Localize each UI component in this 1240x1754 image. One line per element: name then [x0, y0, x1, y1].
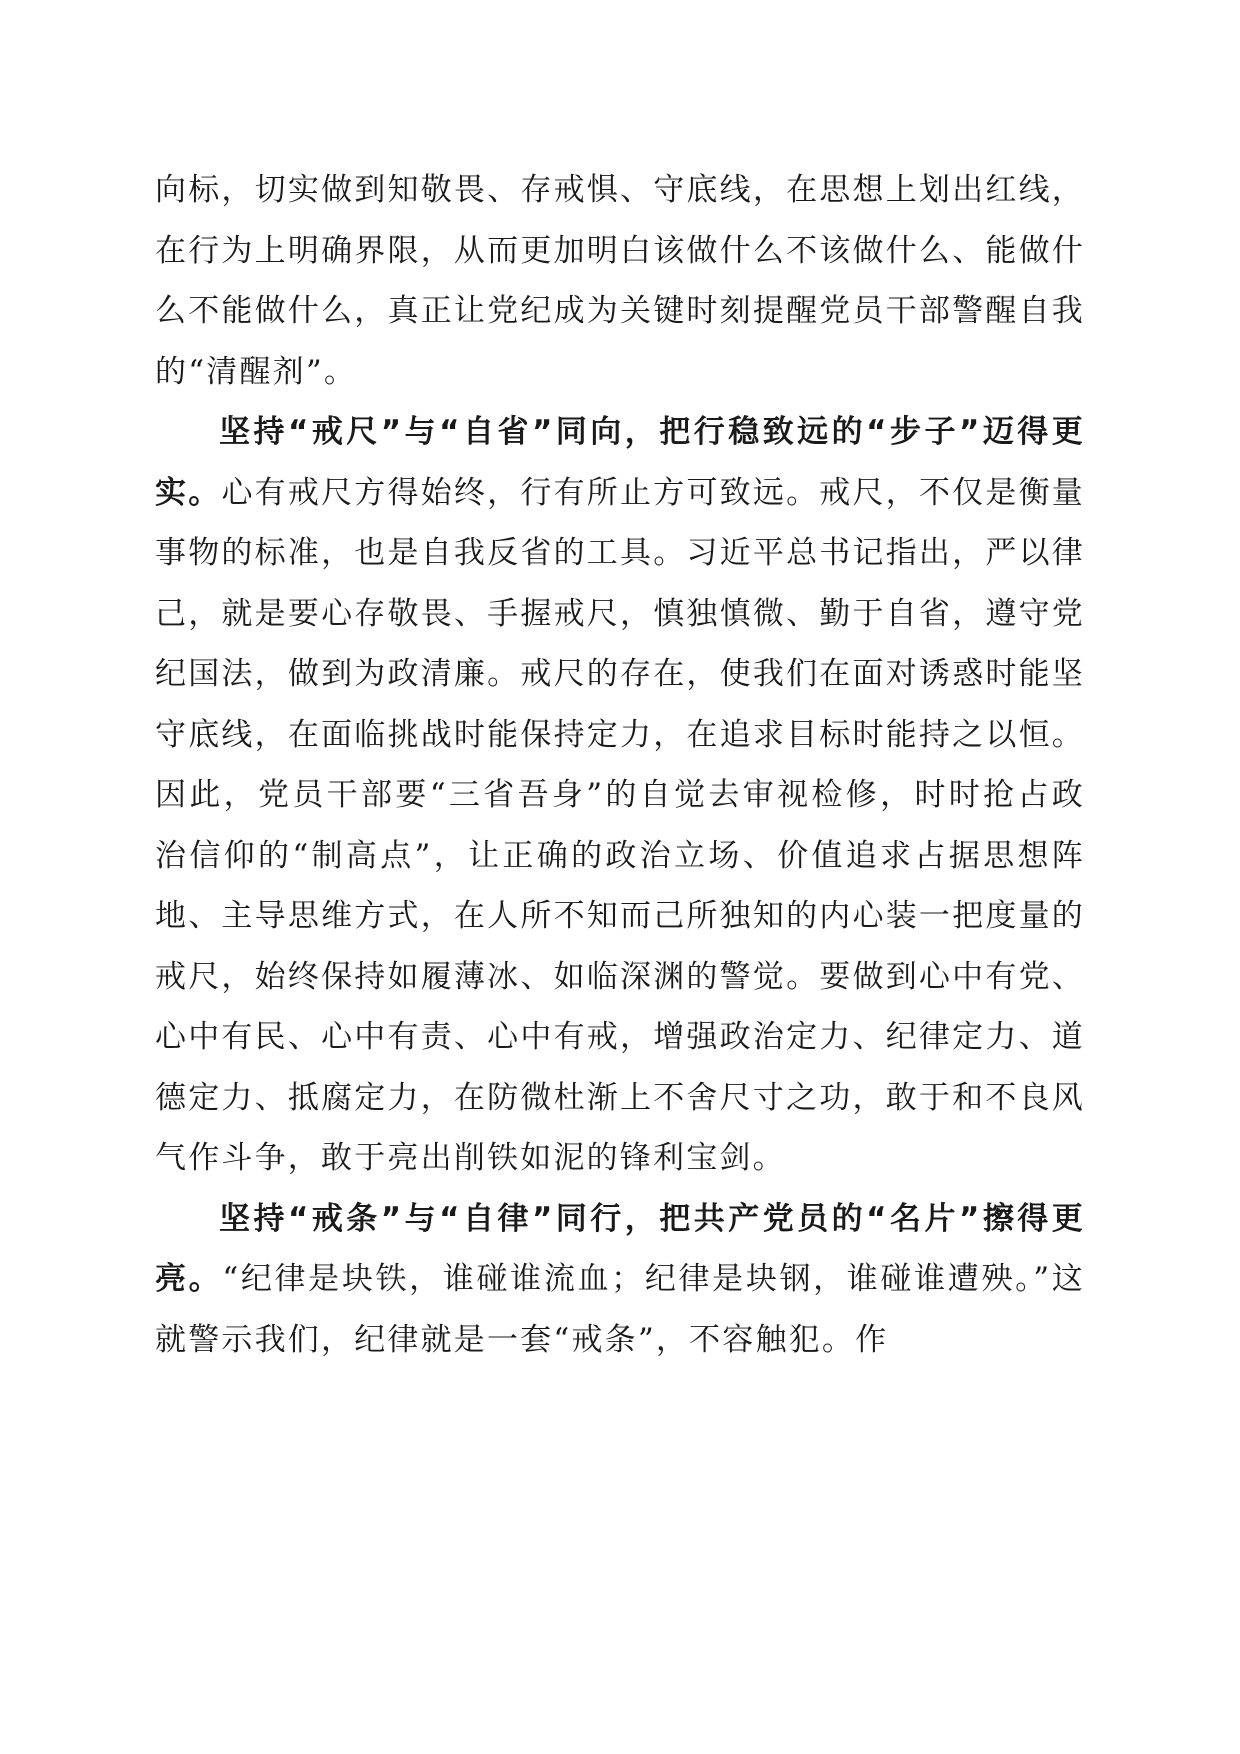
document-body: [155, 160, 1085, 1370]
paragraph-self-discipline: [155, 1189, 1085, 1371]
paragraph-lead-heading: 坚持“戒尺”与“自省”同向，把行稳致远的“步子”迈得更实。: [155, 414, 1085, 511]
paragraph-body: 心有戒尺方得始终，行有所止方可致远。戒尺，不仅是衡量事物的标准，也是自我反省的工具。习近平总书记指出，严以律己，就是要心存敬畏、手握戒尺，慎独慎微、勤于自省，遵守党纪国法，做到为政清廉。戒尺的存在，使我们在面对诱惑时能坚守底线，在面临挑战时能保持定力，在追求目标时能持之以恒。因此，党员干部要“三省吾身”的自觉去审视检修，时时抢占政治信仰的“制高点”，让正确的政治立场、价值追求占据思想阵地、主导思维方式，在人所不知而己所独知的内心装一把度量的戒尺，始终保持如履薄冰、如临深渊的警觉。要做到心中有党、心中有民、心中有责、心中有戒，增强政治定力、纪律定力、道德定力、抵腐定力，在防微杜渐上不舍尺寸之功，敢于和不良风气作斗争，敢于亮出削铁如泥的锋利宝剑。: [155, 474, 1085, 1176]
paragraph-lead-heading: 坚持“戒条”与“自律”同行，把共产党员的“名片”擦得更亮。: [155, 1200, 1085, 1297]
paragraph-body: “纪律是块铁，谁碰谁流血；纪律是块钢，谁碰谁遭殃。”这就警示我们，纪律就是一套“戒条”，不容触犯。作: [155, 1261, 1086, 1358]
paragraph-body: 向标，切实做到知敬畏、存戒惧、守底线，在思想上划出红线，在行为上明确界限，从而更加明白该做什么不该做什么、能做什么不能做什么，真正让党纪成为关键时刻提醒党员干部警醒自我的“清醒剂”。: [155, 172, 1085, 390]
paragraph-self-reflection: [155, 402, 1085, 1189]
paragraph-continuation: [155, 160, 1085, 402]
